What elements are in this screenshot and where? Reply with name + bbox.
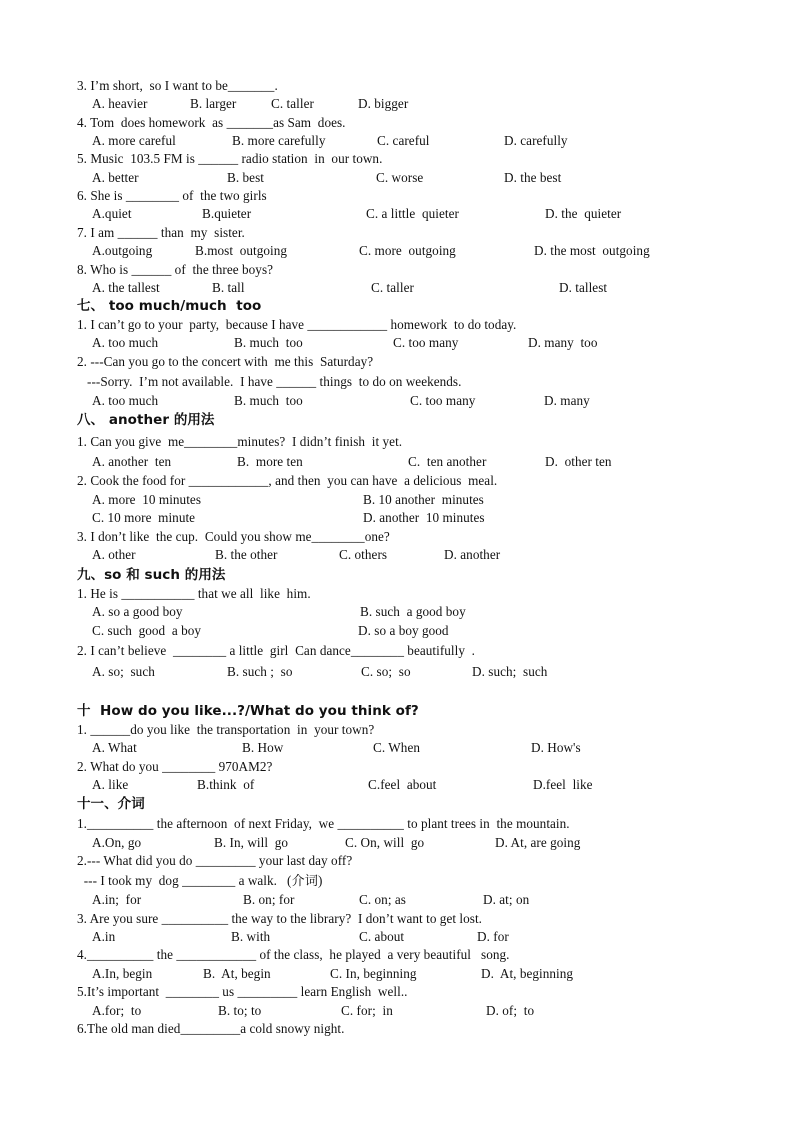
- question-line: 4.__________ the ____________ of the class, he played a very beautiful song.: [77, 947, 510, 962]
- question-line: 6.The old man died_________a cold snowy night.: [77, 1021, 345, 1036]
- question-line: 3. I don’t like the cup. Could you show me________one?: [77, 529, 390, 544]
- option-c: C. too many: [410, 393, 476, 408]
- section-heading: 十 How do you like...?/What do you think of?: [77, 703, 419, 719]
- question-line: 8. Who is ______ of the three boys?: [77, 262, 274, 277]
- question-line: 1. He is ___________ that we all like him.: [77, 586, 311, 601]
- question-line: 2. ---Can you go to the concert with me this Saturday?: [77, 354, 374, 369]
- option-b: B. In, will go: [214, 835, 289, 850]
- option-d: D. at; on: [483, 892, 530, 907]
- option-c: C. On, will go: [345, 835, 425, 850]
- option-b: B. more carefully: [232, 133, 326, 148]
- question-line: 4. Tom does homework as _______as Sam does.: [77, 115, 346, 130]
- option-a: A.for; to: [92, 1003, 142, 1018]
- section-heading: 七、 too much/much too: [77, 298, 262, 314]
- option-b: B. How: [242, 740, 284, 755]
- option-b: B.quieter: [202, 206, 252, 221]
- option-b: B. much too: [234, 393, 303, 408]
- question-line: 3. I’m short, so I want to be_______.: [77, 78, 278, 93]
- option-a: A. too much: [92, 335, 159, 350]
- option-a: A. another ten: [92, 454, 172, 469]
- question-line: 3. Are you sure __________ the way to the library? I don’t want to get lost.: [77, 911, 483, 926]
- option-d: D. other ten: [545, 454, 612, 469]
- option-a: A. like: [92, 777, 129, 792]
- options-line: [77, 622, 449, 640]
- option-a: A.outgoing: [92, 243, 153, 258]
- option-a: A. other: [92, 547, 136, 562]
- option-b: B. to; to: [218, 1003, 262, 1018]
- options-line: [77, 279, 608, 297]
- option-c: C. so; so: [361, 664, 411, 679]
- question-line: 6. She is ________ of the two girls: [77, 188, 267, 203]
- option-d: D. another 10 minutes: [363, 510, 485, 525]
- option-b: B. the other: [215, 547, 278, 562]
- question-line: 1.__________ the afternoon of next Friday, we __________ to plant trees in the mountain.: [77, 816, 570, 831]
- option-b: B. At, begin: [203, 966, 271, 981]
- option-d: D. carefully: [504, 133, 568, 148]
- option-a: A. more careful: [92, 133, 176, 148]
- option-a: A.in; for: [92, 892, 142, 907]
- question-line: 5. Music 103.5 FM is ______ radio station in our town.: [77, 151, 383, 166]
- options-line: [77, 334, 598, 352]
- options-line: [77, 891, 530, 909]
- question-line: 2.--- What did you do _________ your last day off?: [77, 853, 353, 868]
- option-c: C. In, beginning: [330, 966, 417, 981]
- option-a: A. so; such: [92, 664, 155, 679]
- options-line: [77, 776, 593, 794]
- option-c: C. others: [339, 547, 388, 562]
- options-line: [77, 965, 574, 983]
- options-line: [77, 392, 590, 410]
- option-a: A.On, go: [92, 835, 142, 850]
- option-a: A. the tallest: [92, 280, 160, 295]
- option-b: B. with: [231, 929, 271, 944]
- option-d: D. tallest: [559, 280, 608, 295]
- option-a: A. more 10 minutes: [92, 492, 201, 507]
- option-a: A.quiet: [92, 206, 132, 221]
- option-c: C. more outgoing: [359, 243, 456, 258]
- option-d: D. another: [444, 547, 501, 562]
- option-c: C. such good a boy: [92, 623, 202, 638]
- options-line: [77, 242, 650, 260]
- option-b: B. 10 another minutes: [363, 492, 484, 507]
- option-a: A. heavier: [92, 96, 148, 111]
- option-c: C. ten another: [408, 454, 487, 469]
- option-d: D. for: [477, 929, 509, 944]
- option-a: A.In, begin: [92, 966, 153, 981]
- options-line: [77, 603, 466, 621]
- option-d: D. of; to: [486, 1003, 535, 1018]
- section-heading: 八、 another 的用法: [77, 412, 215, 428]
- option-a: A. so a good boy: [92, 604, 183, 619]
- option-c: C. When: [373, 740, 420, 755]
- question-line: --- I took my dog ________ a walk. (介词): [77, 873, 323, 888]
- option-a: A. What: [92, 740, 137, 755]
- option-a: A. better: [92, 170, 139, 185]
- option-d: D. so a boy good: [358, 623, 449, 638]
- option-c: C. worse: [376, 170, 424, 185]
- options-line: [77, 205, 622, 223]
- options-line: [77, 739, 581, 757]
- question-line: 5.It’s important ________ us _________ learn English well..: [77, 984, 408, 999]
- option-c: C. for; in: [341, 1003, 393, 1018]
- question-line: ---Sorry. I’m not available. I have ______ things to do on weekends.: [77, 374, 462, 389]
- option-c: C. too many: [393, 335, 459, 350]
- options-line: [77, 491, 484, 509]
- option-d: D. such; such: [472, 664, 548, 679]
- option-d: D. many too: [528, 335, 598, 350]
- question-line: 7. I am ______ than my sister.: [77, 225, 245, 240]
- options-line: [77, 663, 548, 681]
- options-line: [77, 132, 568, 150]
- options-line: [77, 509, 485, 527]
- question-line: 2. What do you ________ 970AM2?: [77, 759, 273, 774]
- option-c: C. about: [359, 929, 405, 944]
- option-c: C. taller: [371, 280, 414, 295]
- option-d: D. the most outgoing: [534, 243, 650, 258]
- question-line: 1. I can’t go to your party, because I have ____________ homework to do today.: [77, 317, 517, 332]
- question-line: 1. Can you give me________minutes? I didn’t finish it yet.: [77, 434, 403, 449]
- option-c: C. on; as: [359, 892, 406, 907]
- option-b: B. larger: [190, 96, 237, 111]
- option-d: D. the quieter: [545, 206, 622, 221]
- question-line: 1. ______do you like the transportation in your town?: [77, 722, 375, 737]
- question-line: 2. I can’t believe ________ a little girl Can dance________ beautifully .: [77, 643, 476, 658]
- option-b: B. best: [227, 170, 264, 185]
- option-d: D. many: [544, 393, 590, 408]
- options-line: [77, 95, 409, 113]
- options-line: [77, 169, 562, 187]
- option-d: D. At, are going: [495, 835, 581, 850]
- options-line: [77, 546, 501, 564]
- section-heading: 十一、介词: [77, 796, 145, 812]
- question-line: 2. Cook the food for ____________, and then you can have a delicious meal.: [77, 473, 498, 488]
- option-a: A. too much: [92, 393, 159, 408]
- option-b: B. such a good boy: [360, 604, 466, 619]
- option-d: D.feel like: [533, 777, 593, 792]
- option-b: B.most outgoing: [195, 243, 288, 258]
- option-d: D. At, beginning: [481, 966, 574, 981]
- option-b: B. on; for: [243, 892, 295, 907]
- option-c: C. taller: [271, 96, 314, 111]
- options-line: [77, 1002, 535, 1020]
- option-d: D. the best: [504, 170, 562, 185]
- option-c: C. careful: [377, 133, 430, 148]
- options-line: [77, 453, 612, 471]
- option-d: D. bigger: [358, 96, 409, 111]
- option-c: C. 10 more minute: [92, 510, 196, 525]
- option-b: B. such ; so: [227, 664, 293, 679]
- option-b: B.think of: [197, 777, 255, 792]
- options-line: [77, 928, 509, 946]
- option-d: D. How's: [531, 740, 581, 755]
- option-c: C.feel about: [368, 777, 437, 792]
- option-b: B. more ten: [237, 454, 303, 469]
- options-line: [77, 834, 581, 852]
- option-b: B. tall: [212, 280, 245, 295]
- option-b: B. much too: [234, 335, 303, 350]
- option-c: C. a little quieter: [366, 206, 459, 221]
- section-heading: 九、so 和 such 的用法: [77, 567, 226, 583]
- option-a: A.in: [92, 929, 116, 944]
